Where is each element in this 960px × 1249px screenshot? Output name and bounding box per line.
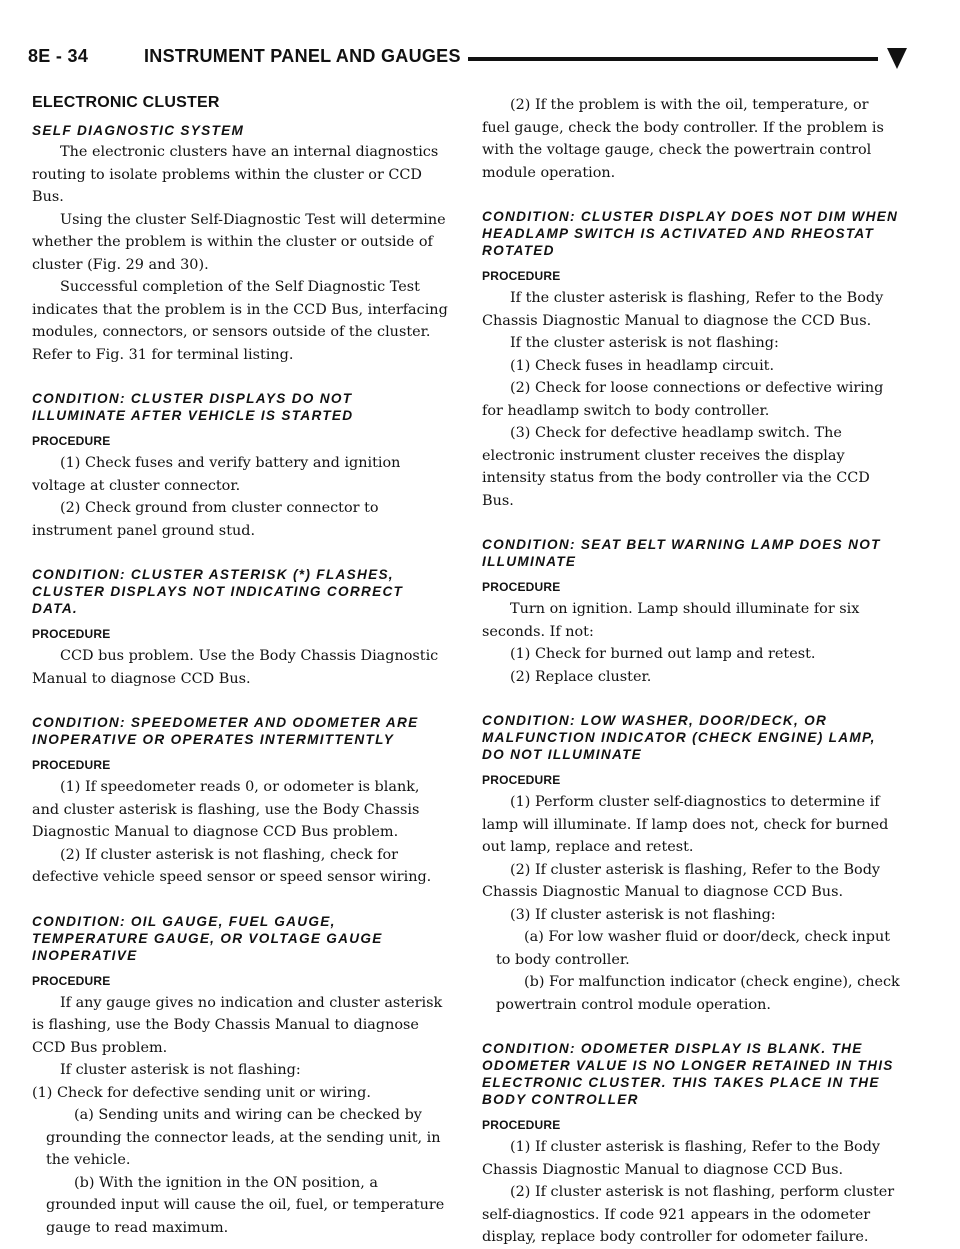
paragraph: (3) If cluster asterisk is not flashing: [510,906,776,923]
paragraph: (1) Check fuses in headlamp circuit. [510,357,775,374]
paragraph: (2) Check for loose connections or defective wiring for headlamp switch to body controller. [482,380,884,419]
page-header [28,46,932,80]
paragraph: Using the cluster Self-Diagnostic Test will determine whether the problem is within the cluster or outside of cluster (Fig. 29 and 30). [32,211,446,273]
paragraph: (b) For malfunction indicator (check engine), check powertrain control module operation. [496,974,900,1013]
procedure-label: PROCEDURE [482,773,561,787]
header-rule [468,57,878,61]
paragraph: (1) If cluster asterisk is flashing, Refer to the Body Chassis Diagnostic Manual to diagnose CCD Bus. [482,1139,881,1178]
paragraph: (2) If cluster asterisk is flashing, Refer to the Body Chassis Diagnostic Manual to diagnose CCD Bus. [482,861,881,900]
paragraph: (1) Perform cluster self-diagnostics to determine if lamp will illuminate. If lamp does not, check for burned out lamp, replace and retest. [482,794,889,855]
paragraph: If cluster asterisk is not flashing: [60,1062,301,1078]
condition-heading: CONDITION: OIL GAUGE, FUEL GAUGE, TEMPERATURE GAUGE, OR VOLTAGE GAUGE INOPERATIVE [32,913,383,963]
procedure-label: PROCEDURE [482,269,561,283]
procedure-label: PROCEDURE [32,973,111,988]
paragraph: (a) For low washer fluid or door/deck, check input to body controller. [496,929,891,968]
left-column [32,94,450,1239]
paragraph: (2) If the problem is with the oil, temperature, or fuel gauge, check the body controller. If the problem is with the voltage gauge, check the powertrain control module operation. [482,97,884,181]
condition-heading: CONDITION: CLUSTER DISPLAYS DO NOT ILLUMINATE AFTER VEHICLE IS STARTED [32,391,354,423]
paragraph: (2) Check ground from cluster connector to instrument panel ground stud. [32,500,379,539]
paragraph: (1) Check fuses and verify battery and ignition voltage at cluster connector. [32,455,401,494]
paragraph: The electronic clusters have an internal diagnostics routing to isolate problems within the cluster or CCD Bus. [32,144,439,205]
paragraph: CCD bus problem. Use the Body Chassis Diagnostic Manual to diagnose CCD Bus. [32,648,439,687]
right-column [482,94,900,1249]
condition-heading: CONDITION: CLUSTER DISPLAY DOES NOT DIM WHEN HEADLAMP SWITCH IS ACTIVATED AND RHEOSTAT ROTATED [482,209,899,258]
procedure-label: PROCEDURE [32,758,111,772]
paragraph: (a) Sending units and wiring can be checked by grounding the connector leads, at the sending unit, in the vehicle. [46,1107,441,1168]
procedure-label: PROCEDURE [482,1118,561,1132]
page-header-title: INSTRUMENT PANEL AND GAUGES [144,46,461,66]
paragraph: (2) If cluster asterisk is not flashing, perform cluster self-diagnostics. If code 921 appears in the odometer display, replace body controller for odometer failure. [482,1184,895,1245]
procedure-label: PROCEDURE [32,434,111,448]
paragraph: (1) Check for burned out lamp and retest. [510,646,816,662]
paragraph: Turn on ignition. Lamp should illuminate for six seconds. If not: [482,601,860,640]
paragraph: (b) With the ignition in the ON position, a grounded input will cause the oil, fuel, or temperature gauge to read maximum. [46,1174,445,1236]
paragraph: (1) Check for defective sending unit or wiring. [32,1084,371,1101]
paragraph: (2) Replace cluster. [510,668,652,685]
procedure-label: PROCEDURE [482,580,561,594]
condition-heading: CONDITION: CLUSTER ASTERISK (*) FLASHES, CLUSTER DISPLAYS NOT INDICATING CORRECT DATA. [32,567,404,616]
procedure-label: PROCEDURE [32,627,111,641]
paragraph: If the cluster asterisk is flashing, Refer to the Body Chassis Diagnostic Manual to diagnose the CCD Bus. [482,290,884,329]
page-number: 8E - 34 [28,46,89,66]
self-diagnostic-heading: SELF DIAGNOSTIC SYSTEM [32,123,245,138]
condition-heading: CONDITION: LOW WASHER, DOOR/DECK, OR MALFUNCTION INDICATOR (CHECK ENGINE) LAMP, DO NOT ILLUMINATE [482,713,876,762]
paragraph: Successful completion of the Self Diagnostic Test indicates that the problem is in the CCD Bus, interfacing modules, connectors, or sensors outside of the cluster. Refer to Fig. 31 for terminal listing. [32,279,448,363]
triangle-marker-icon [886,46,908,70]
condition-heading: CONDITION: ODOMETER DISPLAY IS BLANK. THE ODOMETER VALUE IS NO LONGER RETAINED IN THIS ELECTRONIC CLUSTER. THIS TAKES PLACE IN THE BODY CONTROLLER [482,1041,894,1107]
paragraph: (1) If speedometer reads 0, or odometer is blank, and cluster asterisk is flashing, use the Body Chassis Diagnostic Manual to diagnose CCD Bus problem. [32,779,420,840]
condition-heading: CONDITION: SEAT BELT WARNING LAMP DOES NOT ILLUMINATE [482,537,881,569]
paragraph: (3) Check for defective headlamp switch. The electronic instrument cluster receives the display intensity status from the body controller via the CCD Bus. [482,425,870,509]
paragraph: If any gauge gives no indication and cluster asterisk is flashing, use the Body Chassis Manual to diagnose CCD Bus problem. [32,994,443,1056]
condition-heading: CONDITION: SPEEDOMETER AND ODOMETER ARE INOPERATIVE OR OPERATES INTERMITTENTLY [32,715,419,747]
paragraph: If the cluster asterisk is not flashing: [510,335,779,351]
paragraph: (2) If cluster asterisk is not flashing, check for defective vehicle speed sensor or speed sensor wiring. [32,846,432,885]
section-title: ELECTRONIC CLUSTER [32,94,220,111]
